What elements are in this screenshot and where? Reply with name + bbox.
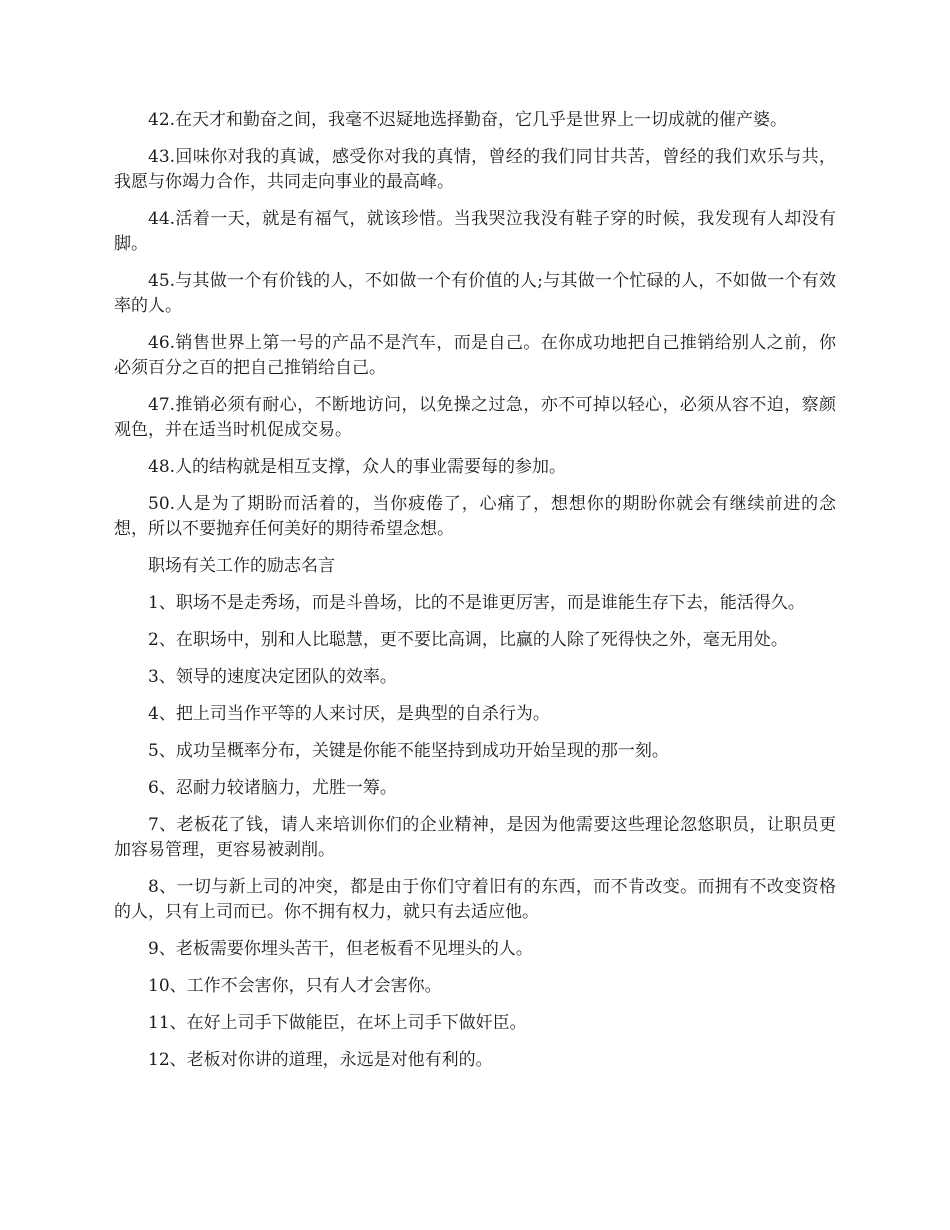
paragraph-42: 42.在天才和勤奋之间，我毫不迟疑地选择勤奋，它几乎是世界上一切成就的催产婆。 bbox=[148, 110, 788, 130]
list-item-9: 9、老板需要你埋头苦干，但老板看不见埋头的人。 bbox=[148, 939, 533, 959]
paragraph-43: 43.回味你对我的真诚，感受你对我的真情，曾经的我们同甘共苦，曾经的我们欢乐与共，我愿与你竭力合作，共同走向事业的最高峰。 bbox=[114, 147, 836, 192]
paragraph-44: 44.活着一天，就是有福气，就该珍惜。当我哭泣我没有鞋子穿的时候，我发现有人却没有脚。 bbox=[114, 209, 836, 254]
list-item-8: 8、一切与新上司的冲突，都是由于你们守着旧有的东西，而不肯改变。而拥有不改变资格的人，只有上司而已。你不拥有权力，就只有去适应他。 bbox=[114, 877, 836, 922]
paragraph-50: 50.人是为了期盼而活着的，当你疲倦了，心痛了，想想你的期盼你就会有继续前进的念想，所以不要抛弃任何美好的期待希望念想。 bbox=[114, 494, 836, 539]
list-item-3: 3、领导的速度决定团队的效率。 bbox=[148, 667, 397, 687]
document-page bbox=[114, 108, 836, 1085]
paragraph-47: 47.推销必须有耐心，不断地访问，以免操之过急，亦不可掉以轻心，必须从容不迫，察颜观色，并在适当时机促成交易。 bbox=[114, 395, 836, 440]
list-item-11: 11、在好上司手下做能臣，在坏上司手下做奸臣。 bbox=[148, 1013, 527, 1033]
section-heading: 职场有关工作的励志名言 bbox=[148, 556, 335, 576]
list-item-10: 10、工作不会害你，只有人才会害你。 bbox=[148, 976, 442, 996]
list-item-5: 5、成功呈概率分布，关键是你能不能坚持到成功开始呈现的那一刻。 bbox=[148, 741, 669, 761]
list-item-1: 1、职场不是走秀场，而是斗兽场，比的不是谁更厉害，而是谁能生存下去，能活得久。 bbox=[148, 593, 805, 613]
list-item-6: 6、忍耐力较诸脑力，尤胜一筹。 bbox=[148, 778, 397, 798]
list-item-2: 2、在职场中，别和人比聪慧，更不要比高调，比赢的人除了死得快之外，毫无用处。 bbox=[148, 630, 788, 650]
list-item-4: 4、把上司当作平等的人来讨厌，是典型的自杀行为。 bbox=[148, 704, 550, 724]
paragraph-46: 46.销售世界上第一号的产品不是汽车，而是自己。在你成功地把自己推销给别人之前，你必须百分之百的把自己推销给自己。 bbox=[114, 333, 836, 378]
paragraph-48: 48.人的结构就是相互支撑，众人的事业需要每的参加。 bbox=[148, 457, 567, 477]
paragraph-45: 45.与其做一个有价钱的人，不如做一个有价值的人;与其做一个忙碌的人，不如做一个有效率的人。 bbox=[114, 271, 836, 316]
list-item-7: 7、老板花了钱，请人来培训你们的企业精神，是因为他需要这些理论忽悠职员，让职员更加容易管理，更容易被剥削。 bbox=[114, 815, 836, 860]
list-item-12: 12、老板对你讲的道理，永远是对他有利的。 bbox=[148, 1050, 493, 1070]
